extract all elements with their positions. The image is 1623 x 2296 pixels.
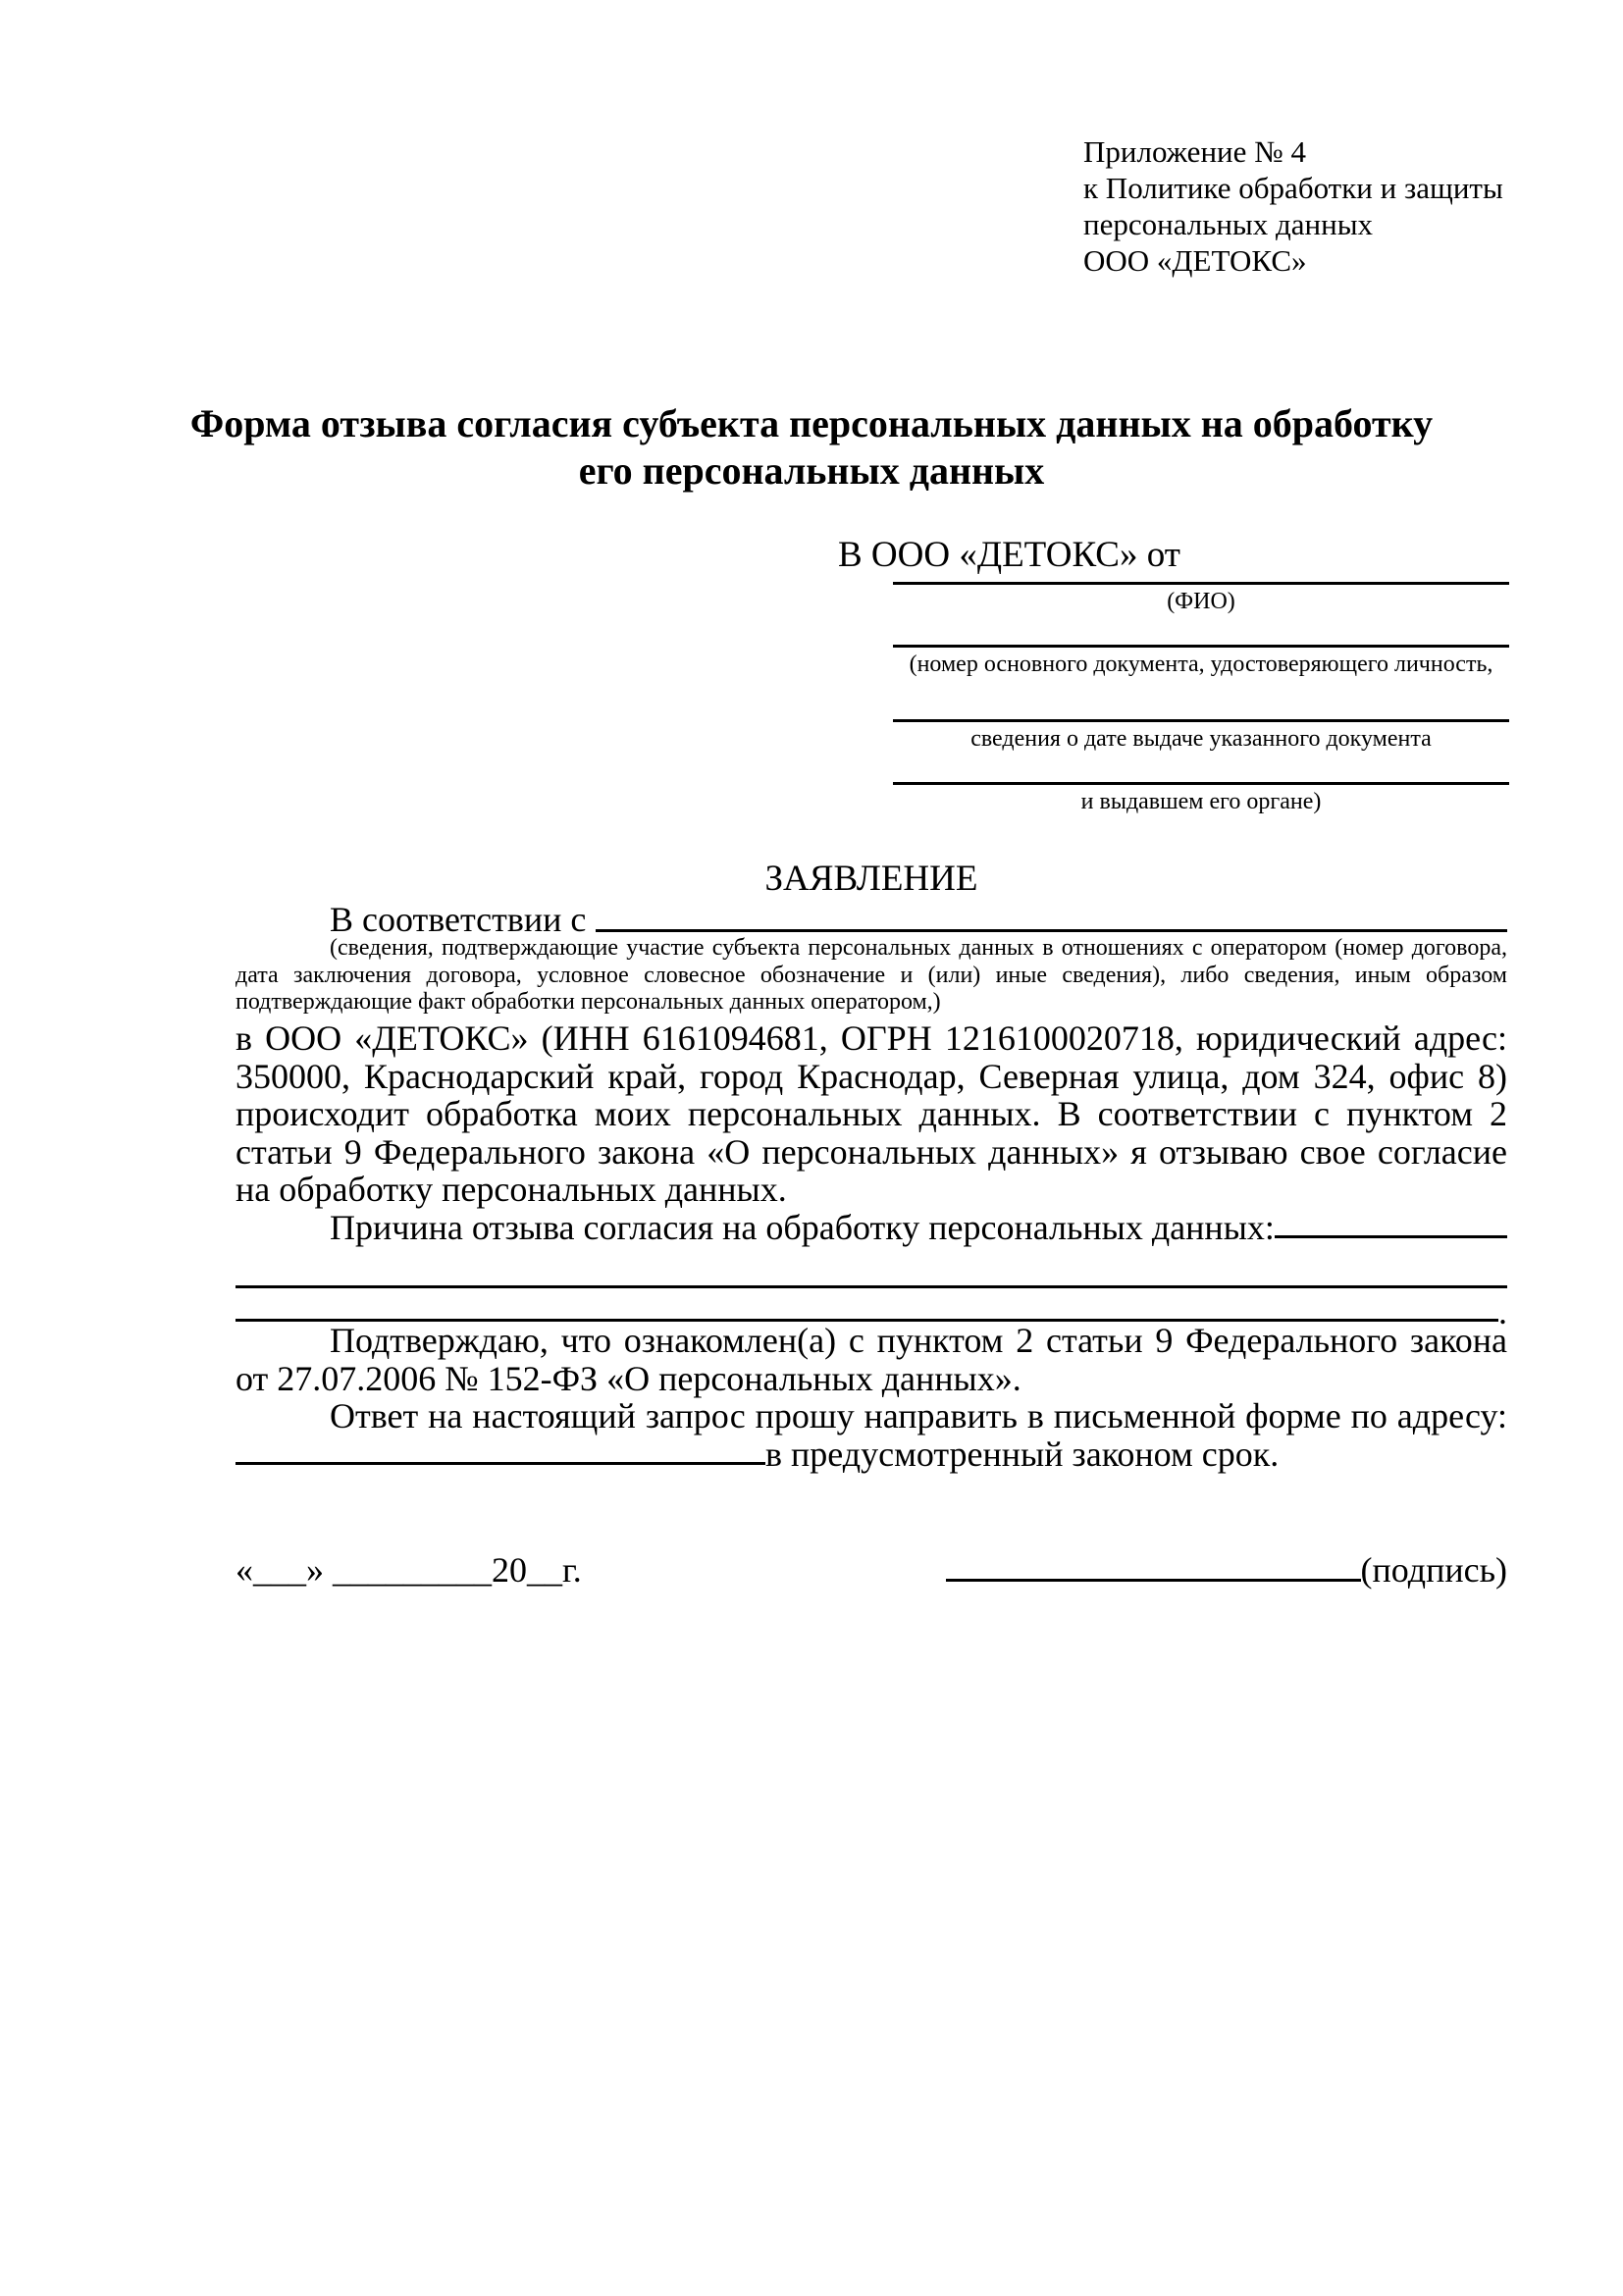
confirmation-paragraph: Подтверждаю, что ознакомлен(а) с пунктом 2 статьи 9 Федерального закона от 27.07.2006 № 152-ФЗ «О персональных данных». (236, 1321, 1507, 1398)
fio-blank-field[interactable] (893, 582, 1509, 585)
reply-address-row (236, 1435, 1507, 1474)
reason-blank-field-line2[interactable] (236, 1285, 1507, 1288)
appendix-header-line: персональных данных (1083, 207, 1374, 241)
reply-address-blank-field[interactable] (236, 1462, 765, 1465)
reply-request-line: Ответ на настоящий запрос прошу направить в письменной форме по адресу: (330, 1396, 1507, 1435)
document-number-field-label: (номер основного документа, удостоверяющего личность, (909, 652, 1493, 677)
statement-body-paragraph: в ООО «ДЕТОКС» (ИНН 6161094681, ОГРН 1216100020718, юридический адрес: 350000, Краснодарский край, город Краснодар, Северная улица, дом 324, офис 8) происходит обработка моих персональных данных. В соответствии с пунктом 2 статьи 9 Федерального закона «О персональных данных» я отзываю свое согласие на обработку персональных данных. (236, 1018, 1507, 1209)
reason-blank-field[interactable] (1275, 1235, 1507, 1238)
appendix-header-line: Приложение № 4 (1083, 134, 1306, 169)
document-title (176, 400, 1447, 495)
statement-body-flow (236, 1019, 1507, 1473)
appendix-header-line: ООО «ДЕТОКС» (1083, 243, 1307, 278)
accordance-line (330, 899, 1507, 940)
appendix-header-line: к Политике обработки и защиты (1083, 171, 1503, 205)
reason-terminator: . (1498, 1292, 1507, 1331)
issuing-authority-field-label: и выдавшем его органе) (1080, 789, 1322, 814)
accordance-blank-field[interactable] (596, 929, 1507, 932)
document-number-blank-field[interactable] (893, 645, 1509, 648)
date-signature-row (236, 1550, 1507, 1590)
statement-heading: ЗАЯВЛЕНИЕ (764, 859, 978, 899)
issuing-authority-blank-field[interactable] (893, 782, 1509, 785)
document-title-line2: его персональных данных (578, 448, 1045, 493)
reply-suffix: в предусмотренный законом срок. (765, 1434, 1280, 1474)
issue-date-field-label: сведения о дате выдаче указанного документа (970, 726, 1432, 752)
document-title-line1: Форма отзыва согласия субъекта персональных данных на обработку (189, 401, 1434, 445)
fio-field-label: (ФИО) (1167, 589, 1235, 614)
date-blank-line[interactable]: «___» _________20__г. (236, 1550, 582, 1590)
reason-prefix: Причина отзыва согласия на обработку персональных данных: (330, 1207, 1275, 1247)
fine-print-note: (сведения, подтверждающие участие субъекта персональных данных в отношениях с оператором (номер договора, дата заключения договора, условное словесное обозначение и (или) иные сведения), либо сведения, иным образом подтверждающие факт обработки персональных данных оператором,) (236, 935, 1507, 1015)
signature-blank-field[interactable] (946, 1579, 1361, 1582)
addressee-intro: В ООО «ДЕТОКС» от (838, 535, 1180, 575)
accordance-prefix: В соответствии с (330, 900, 587, 939)
signature-label: (подпись) (1360, 1550, 1507, 1590)
issue-date-blank-field[interactable] (893, 719, 1509, 722)
reason-blank-row-1 (236, 1246, 1507, 1288)
signature-group (946, 1550, 1507, 1590)
reason-blank-row-2 (236, 1288, 1507, 1331)
reason-line (236, 1209, 1507, 1247)
appendix-header (1083, 133, 1503, 279)
